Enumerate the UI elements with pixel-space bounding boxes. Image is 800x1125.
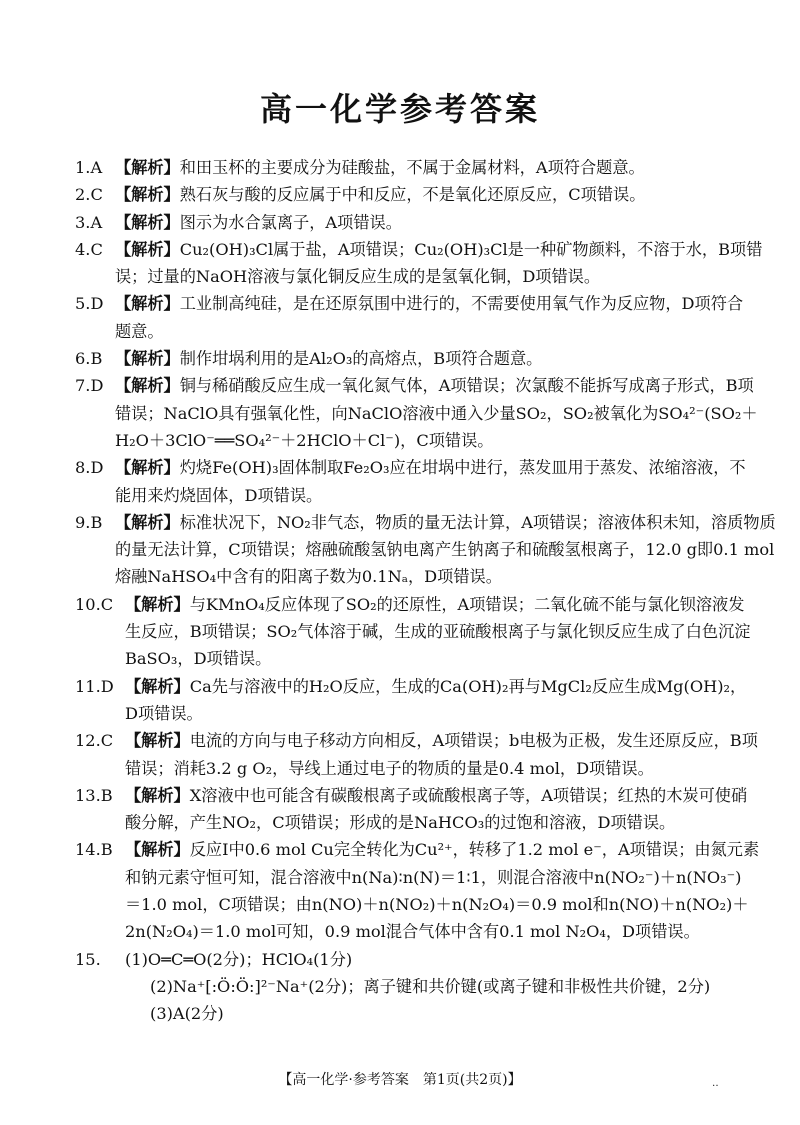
answer-item-1 — [75, 154, 725, 181]
answer-number: 6.B — [75, 349, 103, 369]
answer-text: BaSO₃，D项错误。 — [125, 649, 272, 669]
answer-part-3: (3)A(2分) — [150, 1004, 224, 1024]
answer-text: 2n(N₂O₄)＝1.0 mol可知，0.9 mol混合气体中含有0.1 mol N₂O₄，D项错误。 — [125, 922, 700, 942]
answer-item-12 — [75, 727, 758, 782]
answer-list — [75, 154, 776, 1028]
answer-number: 10.C — [75, 594, 114, 614]
corner-mark: ‥ — [712, 1078, 719, 1089]
answer-text: 反应Ⅰ中0.6 mol Cu完全转化为Cu²⁺，转移了1.2 mol e⁻，A项错误；由氮元素 — [189, 840, 760, 860]
answer-number: 8.D — [75, 458, 104, 478]
answer-item-15 — [75, 946, 725, 973]
answer-text: 熔融NaHSO₄中含有的阳离子数为0.1Nₐ，D项错误。 — [115, 567, 502, 587]
answer-item-8 — [75, 454, 746, 509]
answer-text: 生反应，B项错误；SO₂气体溶于碱，生成的亚硫酸根离子与氯化钡反应生成了白色沉淀 — [125, 622, 751, 642]
answer-text: 与KMnO₄反应体现了SO₂的还原性，A项错误；二氧化硫不能与氯化钡溶液发 — [189, 594, 745, 614]
analysis-tag: 【解析】 — [115, 185, 180, 205]
analysis-tag: 【解析】 — [115, 458, 180, 478]
answer-item-4 — [75, 236, 763, 291]
analysis-tag: 【解析】 — [125, 676, 190, 696]
answer-text: ＝1.0 mol，C项错误；由n(NO)＋n(NO₂)＋n(N₂O₄)＝0.9 mol和n(NO)＋n(NO₂)＋ — [125, 895, 749, 915]
answer-text: 熟石灰与酸的反应属于中和反应，不是氧化还原反应，C项错误。 — [179, 185, 646, 205]
answer-number: 11.D — [75, 676, 114, 696]
answer-item-6 — [75, 345, 725, 372]
answer-text: 电流的方向与电子移动方向相反，A项错误；b电极为正极，发生还原反应，B项 — [189, 731, 758, 751]
analysis-tag: 【解析】 — [115, 239, 180, 259]
answer-item-11 — [75, 673, 747, 728]
analysis-tag: 【解析】 — [115, 294, 180, 314]
analysis-tag: 【解析】 — [115, 349, 180, 369]
answer-number: 14.B — [75, 840, 113, 860]
answer-text: 酸分解，产生NO₂，C项错误；形成的是NaHCO₃的过饱和溶液，D项错误。 — [125, 813, 676, 833]
answer-text: 铜与稀硝酸反应生成一氧化氮气体，A项错误；次氯酸不能拆写成离子形式，B项 — [179, 376, 754, 396]
analysis-tag: 【解析】 — [115, 212, 180, 232]
answer-number: 1.A — [75, 158, 103, 177]
page-title: 高一化学参考答案 — [259, 90, 540, 128]
answer-number: 15. — [75, 949, 101, 969]
answer-text: 和田玉杯的主要成分为硅酸盐，不属于金属材料，A项符合题意。 — [179, 158, 645, 177]
answer-text: 灼烧Fe(OH)₃固体制取Fe₂O₃应在坩埚中进行，蒸发皿用于蒸发、浓缩溶液，不 — [179, 458, 746, 478]
answer-item-14 — [75, 836, 760, 945]
analysis-tag: 【解析】 — [115, 158, 180, 177]
analysis-tag: 【解析】 — [125, 840, 190, 860]
analysis-tag: 【解析】 — [115, 376, 180, 396]
answer-text: X溶液中也可能含有碳酸根离子或硫酸根离子等，A项错误；红热的木炭可使硝 — [189, 785, 748, 805]
answer-text: Ca先与溶液中的H₂O反应，生成的Ca(OH)₂再与MgCl₂反应生成Mg(OH)₂， — [189, 676, 747, 696]
answer-text: 能用来灼烧固体，D项错误。 — [115, 485, 323, 505]
answer-text: 图示为水合氯离子，A项错误。 — [179, 212, 402, 232]
answer-text: 误；过量的NaOH溶液与氯化铜反应生成的是氢氧化铜，D项错误。 — [115, 267, 601, 287]
answer-text: 错误；消耗3.2 g O₂，导线上通过电子的物质的量是0.4 mol，D项错误。 — [125, 758, 654, 778]
answer-text: 制作坩埚利用的是Al₂O₃的高熔点，B项符合题意。 — [179, 349, 543, 369]
answer-text: H₂O＋3ClO⁻══SO₄²⁻＋2HClO＋Cl⁻)，C项错误。 — [115, 430, 494, 450]
answer-number: 12.C — [75, 731, 114, 751]
answer-part-2: (2)Na⁺[:Ö:Ö:]²⁻Na⁺(2分)；离子键和共价键(或离子键和非极性共价键，2分) — [150, 976, 711, 996]
answer-number: 5.D — [75, 294, 104, 314]
answer-text: 和钠元素守恒可知，混合溶液中n(Na)∶n(N)＝1∶1，则混合溶液中n(NO₂⁻)＋n(NO₃⁻) — [125, 867, 742, 887]
answer-text: 工业制高纯硅，是在还原氛围中进行的，不需要使用氧气作为反应物，D项符合 — [179, 294, 744, 314]
analysis-tag: 【解析】 — [125, 731, 190, 751]
analysis-tag: 【解析】 — [125, 594, 190, 614]
answer-text: 错误；NaClO具有强氧化性，向NaClO溶液中通入少量SO₂，SO₂被氧化为SO₄²⁻(SO₂＋ — [115, 403, 758, 423]
answer-text: 标准状况下，NO₂非气态，物质的量无法计算，A项错误；溶液体积未知，溶质物质 — [179, 512, 776, 532]
analysis-tag: 【解析】 — [125, 785, 190, 805]
answer-item-2 — [75, 181, 725, 208]
answer-number: 4.C — [75, 239, 103, 259]
answer-part-1: (1)O═C═O(2分)；HClO₄(1分) — [125, 949, 353, 969]
answer-text: D项错误。 — [125, 703, 203, 723]
analysis-tag: 【解析】 — [115, 512, 180, 532]
answer-item-7 — [75, 372, 758, 454]
answer-number: 3.A — [75, 212, 103, 232]
answer-number: 7.D — [75, 376, 104, 396]
answer-number: 9.B — [75, 512, 103, 532]
answer-text: Cu₂(OH)₃Cl属于盐，A项错误；Cu₂(OH)₃Cl是一种矿物颜料，不溶于水，B项错 — [179, 239, 763, 259]
answer-number: 2.C — [75, 185, 103, 205]
answer-item-10 — [75, 591, 751, 673]
answer-number: 13.B — [75, 785, 113, 805]
page-footer: 【高一化学·参考答案 第1页(共2页)】 — [278, 1072, 522, 1088]
answer-text: 的量无法计算，C项错误；熔融硫酸氢钠电离产生钠离子和硫酸氢根离子，12.0 g即0.1 mol — [115, 540, 775, 560]
answer-text: 题意。 — [115, 321, 164, 341]
answer-item-13 — [75, 782, 748, 837]
answer-item-15-continued — [75, 973, 725, 1028]
answer-item-3 — [75, 209, 725, 236]
answer-item-5 — [75, 290, 744, 345]
answer-item-9 — [75, 509, 776, 591]
